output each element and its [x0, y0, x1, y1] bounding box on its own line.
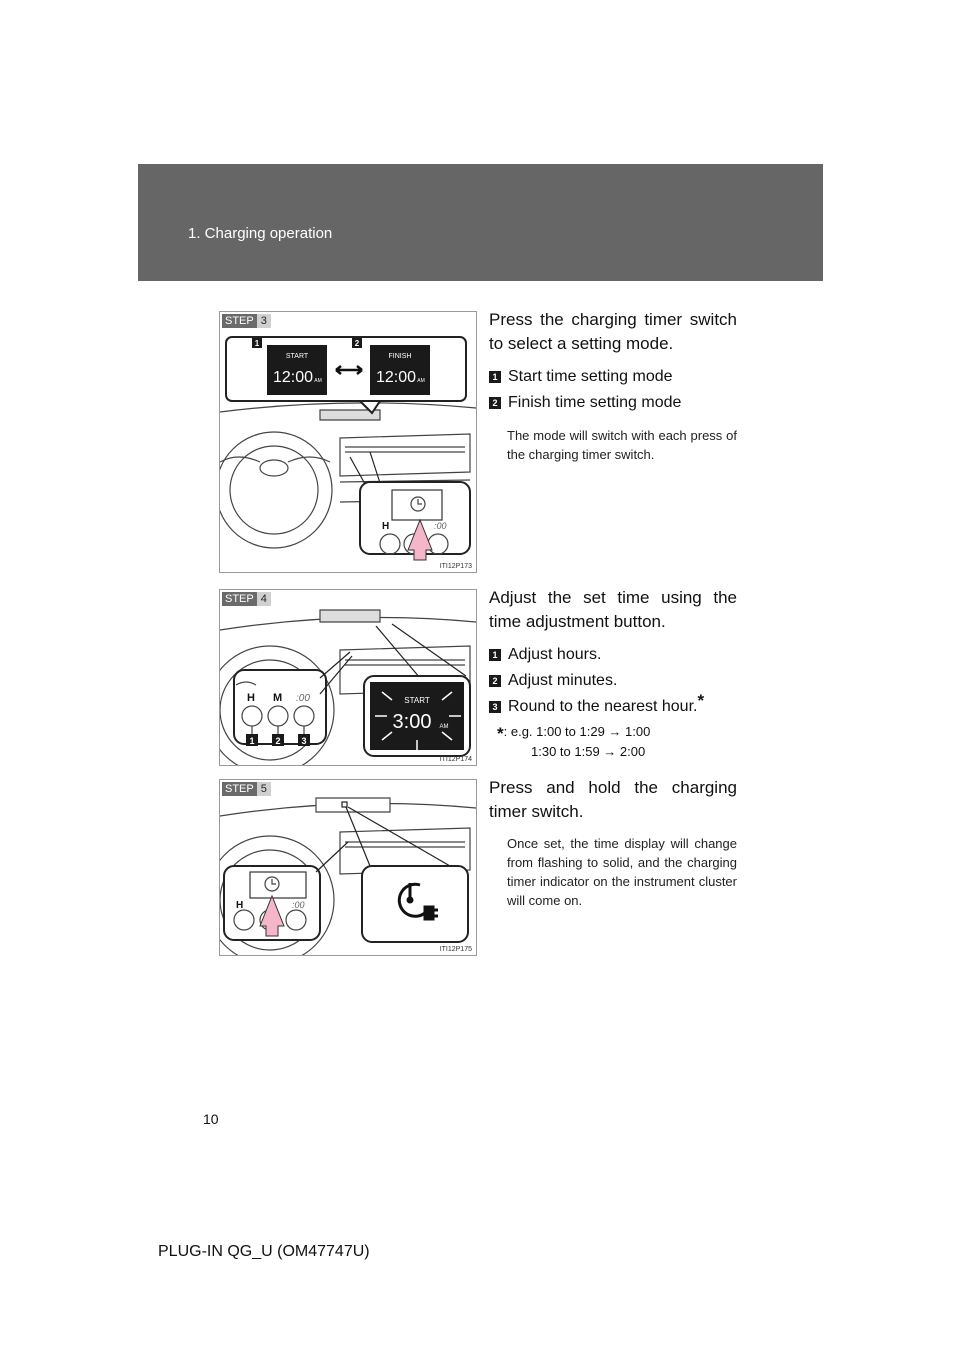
step3-illustration [220, 312, 476, 572]
list-item: 2 Adjust minutes. [489, 668, 737, 694]
step5-instruction: Press and hold the charging timer switch. [489, 778, 737, 821]
step4-display-label: START [404, 696, 430, 705]
list-item: 2 Finish time setting mode [489, 390, 737, 416]
section-title: 1. Charging operation [188, 225, 333, 242]
step4-figure [219, 589, 477, 766]
number-badge-3-icon: 3 [489, 701, 501, 713]
step3-finish-ampm: AM [417, 378, 425, 384]
step4-footnote: *: e.g. 1:00 to 1:29 → 1:00 1:30 to 1:59 → 2:00 [497, 724, 651, 759]
step3-start-ampm: AM [314, 378, 322, 384]
step4-tag: STEP 4 [222, 592, 271, 606]
step5-btn-h: H [236, 900, 244, 911]
step3-btn-h: H [382, 521, 390, 532]
step3-text [489, 308, 737, 464]
svg-text:2: 2 [354, 339, 360, 348]
step5-btn-m: :00 [292, 900, 305, 910]
step4-instruction: Adjust the set time using the time adjustment button. [489, 588, 737, 631]
step5-figure [219, 779, 477, 956]
svg-text:1: 1 [254, 339, 260, 348]
page-header [138, 164, 823, 281]
step3-finish-time: 12:00 [375, 369, 417, 386]
svg-text:3: 3 [301, 736, 307, 746]
step4-display-time: 3:00 [392, 711, 432, 733]
figure-code: ITI12P173 [439, 563, 472, 570]
number-badge-1-icon: 1 [489, 371, 501, 383]
list-item: 3 Round to the nearest hour. * [489, 694, 737, 720]
step5-note: Once set, the time display will change from flashing to solid, and the charging timer indicator on the instrument cluster will come on. [507, 836, 737, 908]
step3-finish-label: FINISH [388, 353, 412, 360]
number-badge-2-icon: 2 [489, 397, 501, 409]
number-badge-2-icon: 2 [489, 675, 501, 687]
model-code: PLUG-IN QG_U (OM47747U) [158, 1243, 370, 1260]
svg-text:2: 2 [275, 736, 281, 746]
svg-text:1: 1 [249, 736, 255, 746]
list-item: 1 Adjust hours. [489, 642, 737, 668]
step4-btn-r: :00 [296, 693, 310, 704]
step4-illustration [220, 590, 476, 765]
step4-text [489, 586, 737, 759]
step3-btn-m: :00 [434, 521, 447, 531]
step3-note: The mode will switch with each press of the charging timer switch. [507, 428, 737, 462]
step3-start-time: 12:00 [272, 369, 314, 386]
number-badge-1-icon: 1 [489, 649, 501, 661]
step4-btn-h: H [247, 692, 255, 704]
step5-text [489, 776, 737, 910]
step4-btn-m: M [273, 692, 283, 704]
step3-tag: STEP 3 [222, 314, 271, 328]
figure-code: ITI12P174 [439, 756, 472, 763]
step5-illustration [220, 780, 476, 955]
step3-figure [219, 311, 477, 573]
step3-instruction: Press the charging timer switch to select a setting mode. [489, 310, 737, 353]
page-number: 10 [203, 1111, 219, 1127]
step3-start-label: START [285, 353, 309, 360]
list-item: 1 Start time setting mode [489, 364, 737, 390]
step4-display-ampm: AM [439, 724, 449, 730]
figure-code: ITI12P175 [439, 946, 472, 953]
step5-tag: STEP 5 [222, 782, 271, 796]
